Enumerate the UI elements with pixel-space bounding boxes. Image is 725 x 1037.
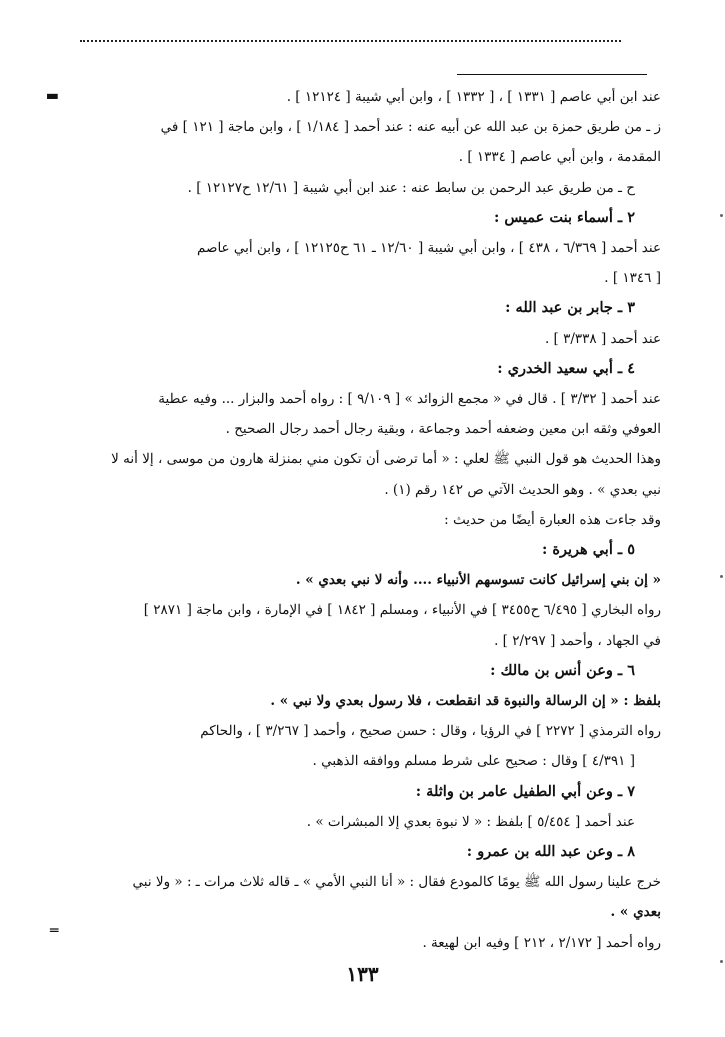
text-line: بعدي » . — [610, 904, 661, 921]
scan-speck — [720, 575, 723, 578]
hadith-quote: « إن بني إسرائيل كانت تسوسهم الأنبياء .... وأنه لا نبي بعدي » . — [295, 572, 661, 589]
text-line: عند أحمد [ ٣/٣٣٨ ] . — [544, 330, 661, 347]
text-line: وهذا الحديث هو قول النبي ﷺ لعلي : « أما ترضى أن تكون مني بمنزلة هارون من موسى ، إلا أنه لا — [111, 451, 661, 468]
text-line: نبي بعدي » . وهو الحديث الآتي ص ١٤٢ رقم (١) . — [384, 481, 661, 498]
text-line: رواه أحمد [ ٢/١٧٢ ، ٢١٢ ] وفيه ابن لهيعة . — [422, 934, 661, 951]
text-line: المقدمة ، وابن أبي عاصم [ ١٣٣٤ ] . — [458, 149, 661, 166]
section-heading: ٦ ـ وعن أنس بن مالك : — [490, 661, 635, 679]
text-line: ح ـ من طريق عبد الرحمن بن سابط عنه : عند ابن أبي شيبة [ ١٢/٦١ ح١٢١٢٧ ] . — [187, 179, 635, 196]
text-line: ز ـ من طريق حمزة بن عبد الله عن أبيه عنه : عند أحمد [ ١/١٨٤ ] ، وابن ماجة [ ١٢١ ] في — [160, 119, 661, 136]
text-line: وقد جاءت هذه العبارة أيضًا من حديث : — [444, 511, 661, 528]
scan-speck — [720, 960, 723, 963]
hadith-quote: بلفظ : « إن الرسالة والنبوة قد انقطعت ، فلا رسول بعدي ولا نبي » . — [270, 693, 661, 710]
text-line: خرج علينا رسول الله ﷺ يومًا كالمودع فقال : « أنا النبي الأمي » ـ قاله ثلاث مرات ـ : « ولا نبي — [132, 874, 661, 891]
text-line: عند ابن أبي عاصم [ ١٣٣١ ] ، [ ١٣٣٢ ] ، وابن أبي شيبة [ ١٢١٢٤ ] . — [286, 89, 661, 105]
footnote-text — [50, 82, 661, 958]
top-dotted-rule — [80, 40, 621, 42]
text-line: رواه البخاري [ ٦/٤٩٥ ح٣٤٥٥ ] في الأنبياء ، ومسلم [ ١٨٤٢ ] في الإمارة ، وابن ماجة [ ٢٨٧١ ] — [143, 602, 661, 619]
section-heading: ٢ ـ أسماء بنت عميس : — [494, 208, 635, 226]
text-line: رواه الترمذي [ ٢٢٧٢ ] في الرؤيا ، وقال : حسن صحيح ، وأحمد [ ٣/٢٦٧ ] ، والحاكم — [200, 723, 661, 740]
text-line: في الجهاد ، وأحمد [ ٢/٢٩٧ ] . — [494, 632, 661, 649]
section-heading: ٣ ـ جابر بن عبد الله : — [505, 299, 635, 317]
section-heading: ٨ ـ وعن عبد الله بن عمرو : — [466, 843, 635, 861]
page-number: ١٣٣ — [346, 962, 379, 986]
text-line: [ ١٣٤٦ ] . — [604, 270, 661, 287]
text-line: عند أحمد [ ٦/٣٦٩ ، ٤٣٨ ] ، وابن أبي شيبة [ ١٢/٦٠ ـ ٦١ ح١٢١٢٥ ] ، وابن أبي عاصم — [197, 240, 661, 257]
margin-equals-mark: ═ — [50, 923, 59, 939]
margin-dash-mark: ▬ — [45, 88, 59, 104]
scan-speck — [720, 214, 723, 217]
text-line: العوفي وثقه ابن معين وضعفه أحمد وجماعة ، وبقية رجال أحمد رجال الصحيح . — [225, 421, 661, 438]
section-heading: ٥ ـ أبي هريرة : — [541, 541, 635, 559]
section-heading: ٧ ـ وعن أبي الطفيل عامر بن واثلة : — [415, 782, 635, 800]
text-line: عند أحمد [ ٥/٤٥٤ ] بلفظ : « لا نبوة بعدي إلا المبشرات » . — [306, 813, 635, 830]
text-line: عند أحمد [ ٣/٣٢ ] . قال في « مجمع الزوائد » [ ٩/١٠٩ ] : رواه أحمد والبزار ... وفيه عطية — [158, 391, 661, 408]
section-heading: ٤ ـ أبي سعيد الخدري : — [497, 359, 635, 377]
footnote-rule — [457, 74, 647, 75]
text-line: [ ٤/٣٩١ ] وقال : صحيح على شرط مسلم ووافقه الذهبي . — [312, 753, 635, 770]
